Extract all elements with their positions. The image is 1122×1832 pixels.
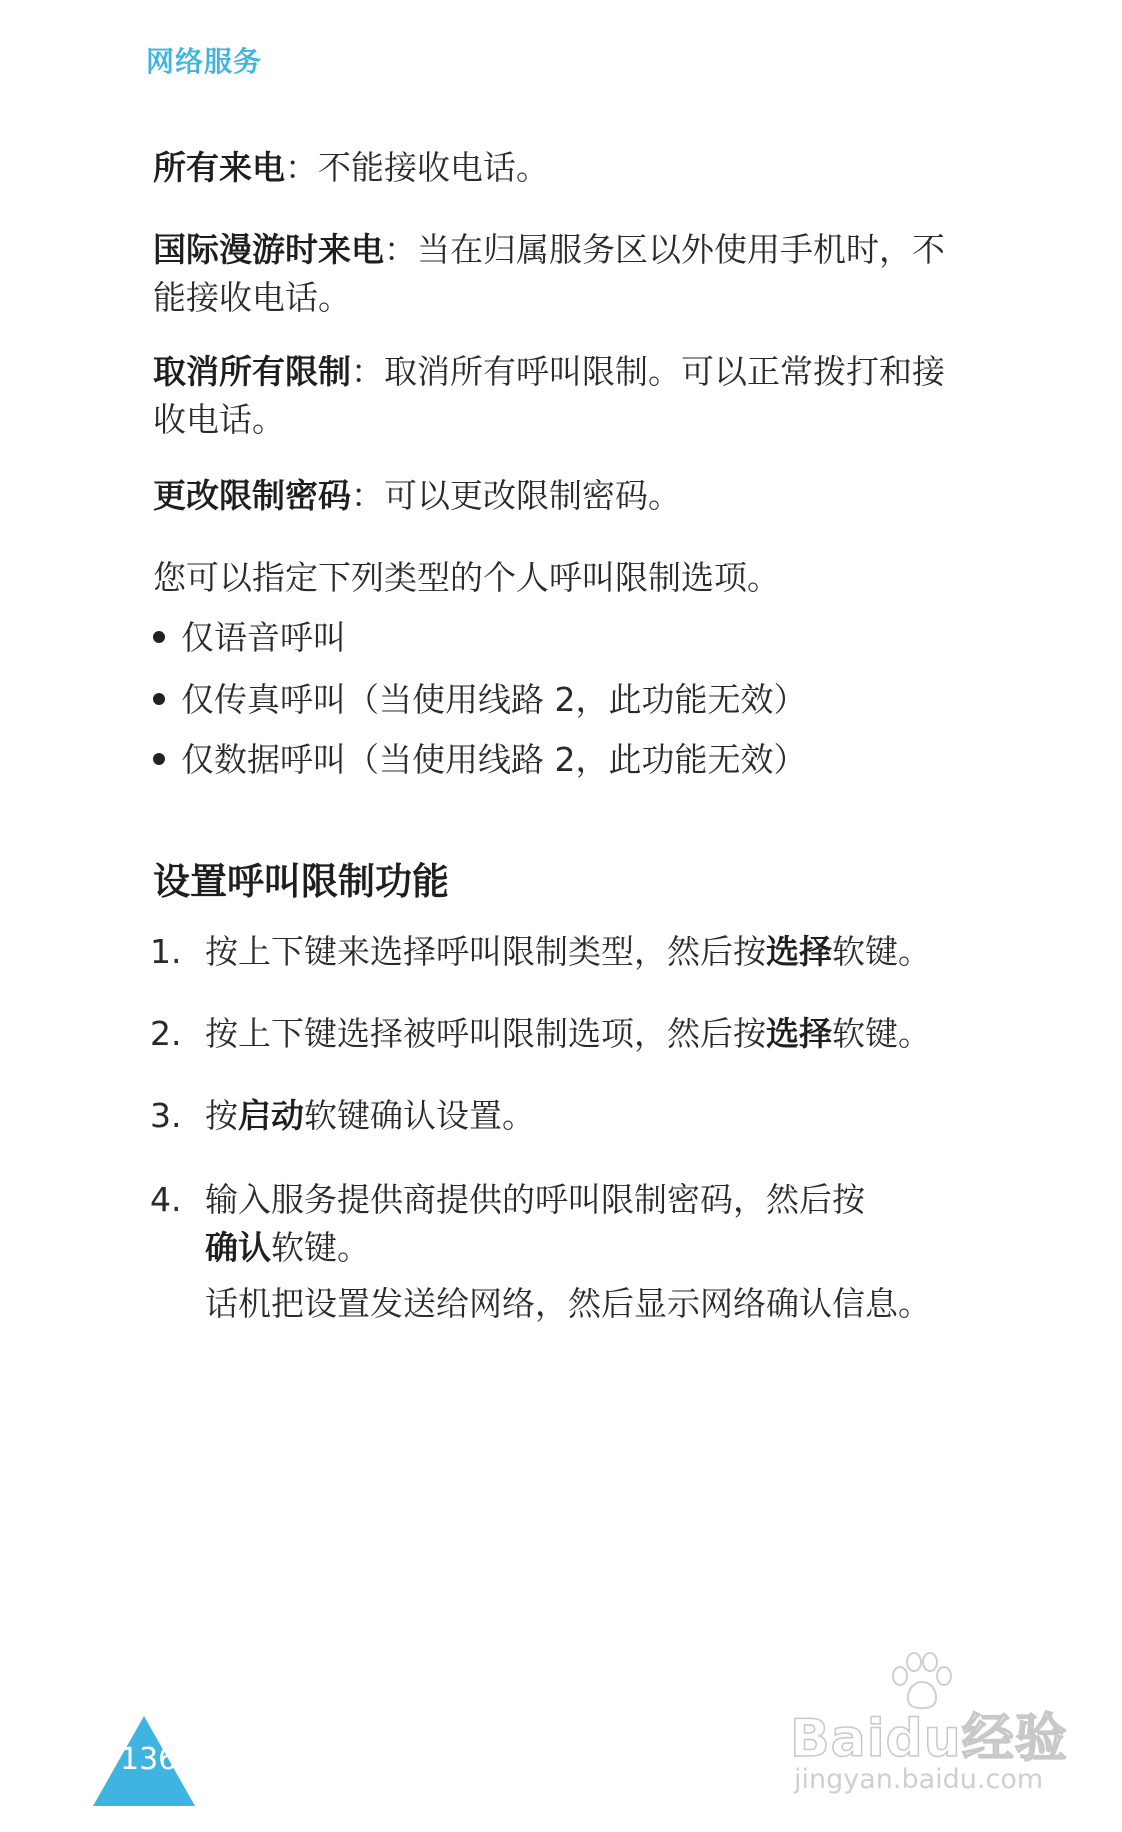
step-text-end: 软键。 [271, 1228, 370, 1267]
softkey-label: 选择 [766, 1014, 832, 1053]
definition-separator: ： [384, 230, 417, 269]
step-number: 1. [150, 932, 182, 971]
step-text: 按上下键选择被呼叫限制选项，然后按 [205, 1014, 766, 1053]
definition-separator: ： [351, 476, 384, 515]
bullet-item [153, 736, 807, 784]
step-number: 2. [150, 1014, 182, 1053]
section-header: 网络服务 [146, 45, 263, 78]
intro-paragraph: 您可以指定下列类型的个人呼叫限制选项。 [153, 558, 780, 597]
definition-description: 不能接收电话。 [318, 148, 549, 187]
bullet-dot-icon [153, 753, 165, 765]
page-number: 136 [120, 1742, 178, 1777]
section-heading: 设置呼叫限制功能 [153, 860, 449, 903]
step-item [150, 928, 970, 976]
definition-item-cancel-all [153, 348, 953, 444]
definition-separator: ： [285, 148, 318, 187]
definition-term: 更改限制密码 [153, 476, 351, 515]
bullet-text: 仅语音呼叫 [181, 618, 346, 657]
bullet-text: 仅传真呼叫（当使用线路 2，此功能无效） [181, 680, 807, 719]
baidu-watermark [790, 1652, 1068, 1802]
softkey-label: 确认 [205, 1228, 271, 1267]
step-item [150, 1010, 970, 1058]
bullet-item [153, 676, 807, 724]
definition-term: 国际漫游时来电 [153, 230, 384, 269]
note-text: 话机把设置发送给网络，然后显示网络确认信息。 [205, 1284, 931, 1323]
bullet-dot-icon [153, 693, 165, 705]
step-note [150, 1280, 970, 1328]
definition-separator: ： [351, 352, 384, 391]
step-text-end: 软键。 [832, 932, 931, 971]
bullet-text: 仅数据呼叫（当使用线路 2，此功能无效） [181, 740, 807, 779]
definition-description: 当在归属服务区以外使用手机时，不能接收电话。 [153, 230, 945, 317]
step-item [150, 1092, 970, 1140]
definition-term: 取消所有限制 [153, 352, 351, 391]
step-number: 4. [150, 1180, 182, 1219]
bullet-item [153, 614, 346, 662]
step-text-end: 软键。 [832, 1014, 931, 1053]
step-text: 按 [205, 1096, 238, 1135]
definition-item-roaming-calls [153, 226, 953, 322]
definition-item-change-password [153, 472, 953, 520]
definition-description: 可以更改限制密码。 [384, 476, 681, 515]
step-number: 3. [150, 1096, 182, 1135]
definition-item-all-calls [153, 144, 953, 192]
definition-description: 取消所有呼叫限制。可以正常拨打和接收电话。 [153, 352, 945, 439]
watermark-brand: Baidu经验 [790, 1709, 1068, 1769]
step-text: 按上下键来选择呼叫限制类型，然后按 [205, 932, 766, 971]
definition-term: 所有来电 [153, 148, 285, 187]
step-item [150, 1176, 970, 1272]
softkey-label: 启动 [238, 1096, 304, 1135]
softkey-label: 选择 [766, 932, 832, 971]
watermark-url: jingyan.baidu.com [794, 1764, 1044, 1795]
bullet-dot-icon [153, 631, 165, 643]
step-text: 输入服务提供商提供的呼叫限制密码，然后按 [205, 1180, 865, 1219]
step-text-end: 软键确认设置。 [304, 1096, 535, 1135]
